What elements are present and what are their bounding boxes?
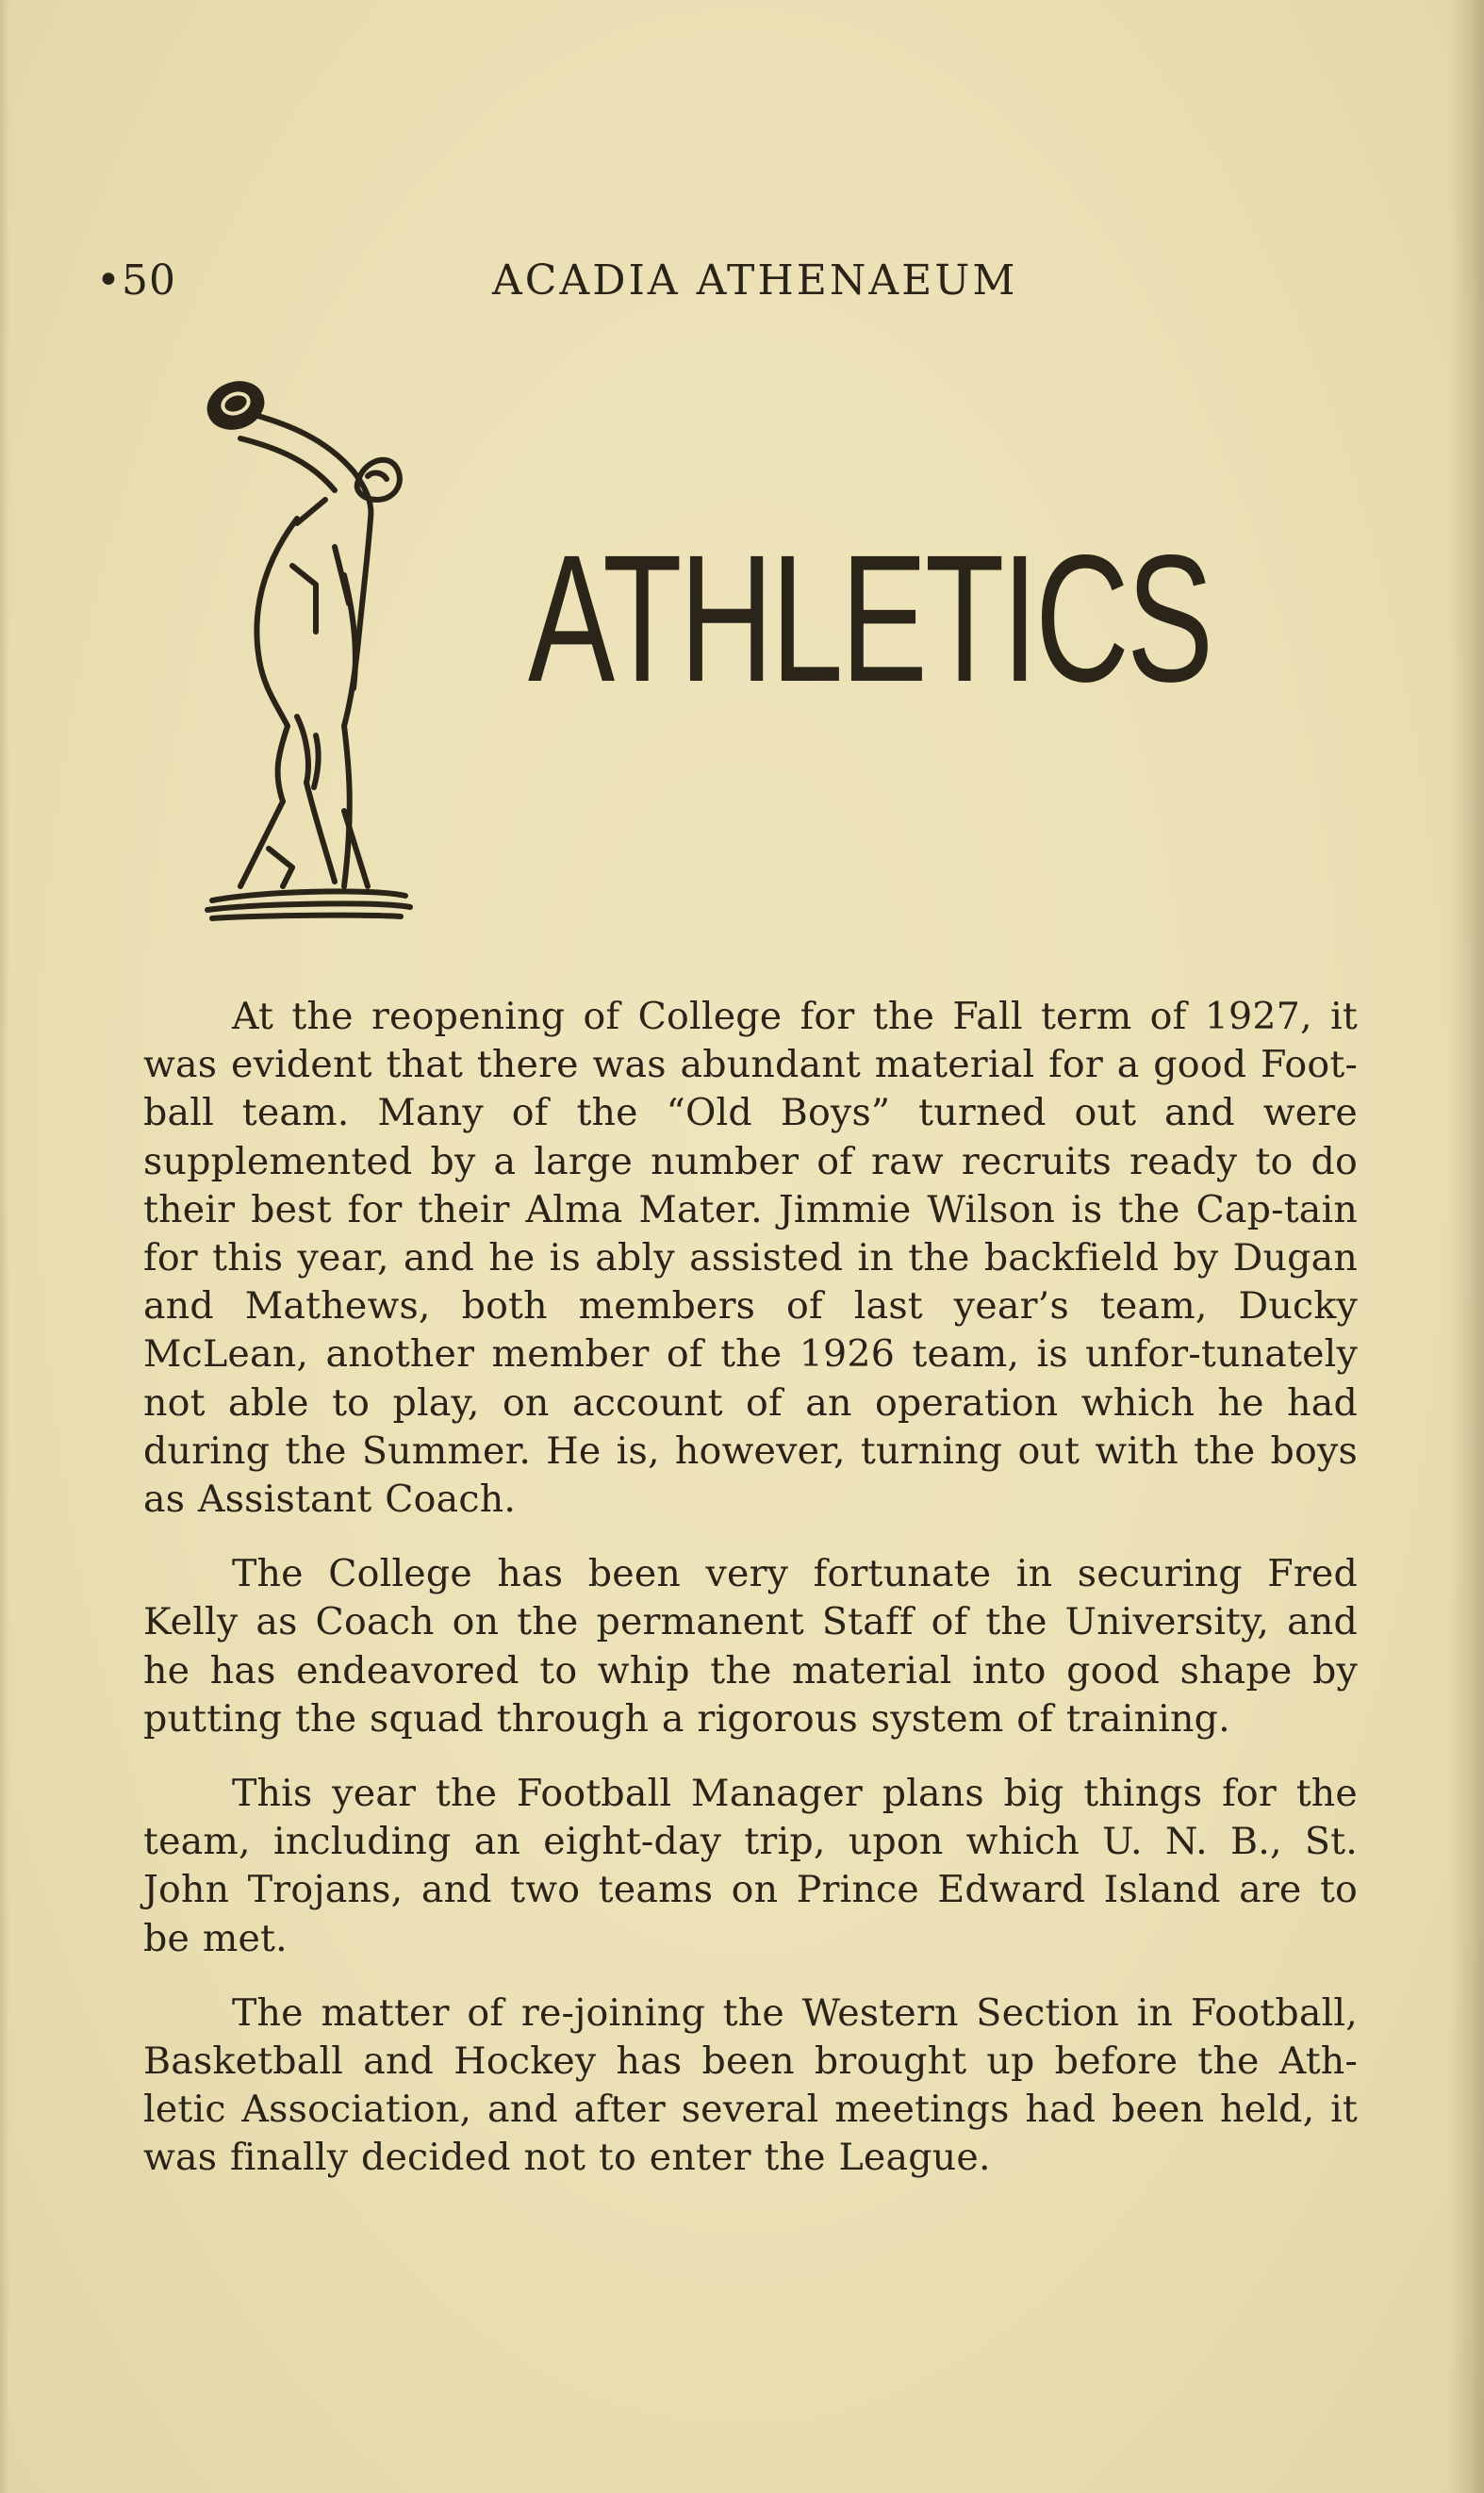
page-left-edge [0,0,9,2493]
section-title: ATHLETICS [528,517,1212,719]
paragraph: This year the Football Manager plans big things for the team, including an eight-day trip, upon which U. N. B., St. John Trojans, and two teams on Prince Edward Island are to be met. [143,1772,1358,1960]
paragraph: At the reopening of College for the Fall term of 1927, it was evident that there was abundant material for a good Foot-ball team. Many of the “Old Boys” turned out and were supplemented by a large number of raw recruits ready to do their best for their Alma Mater. Jimmie Wilson is the Cap-tain for this year, and he is ably assisted in the backfield by Dugan and Mathews, both members of last year’s team, Ducky McLean, another member of the 1926 team, is unfor-tunately not able to play, on account of an operation which he had during the Summer. He is, however, turning out with the boys as Assistant Coach. [143,995,1358,1522]
article-body [143,993,1358,2209]
page-number: •50 [96,256,176,305]
journal-title: ACADIA ATHENAEUM [492,256,1018,305]
running-head [96,256,1360,313]
paragraph: The College has been very fortunate in securing Fred Kelly as Coach on the permanent Staff of the University, and he has endeavored to whip the material into good shape by putting the squad through a rigorous system of training. [143,1552,1358,1741]
page-gutter-shadow [1448,0,1484,2493]
paragraph: The matter of re-joining the Western Section in Football, Basketball and Hockey has been brought up before the Ath-letic Association, and after several meetings had been held, it was finally decided not to enter the League. [143,1990,1358,2180]
discus-thrower-icon [203,358,542,943]
